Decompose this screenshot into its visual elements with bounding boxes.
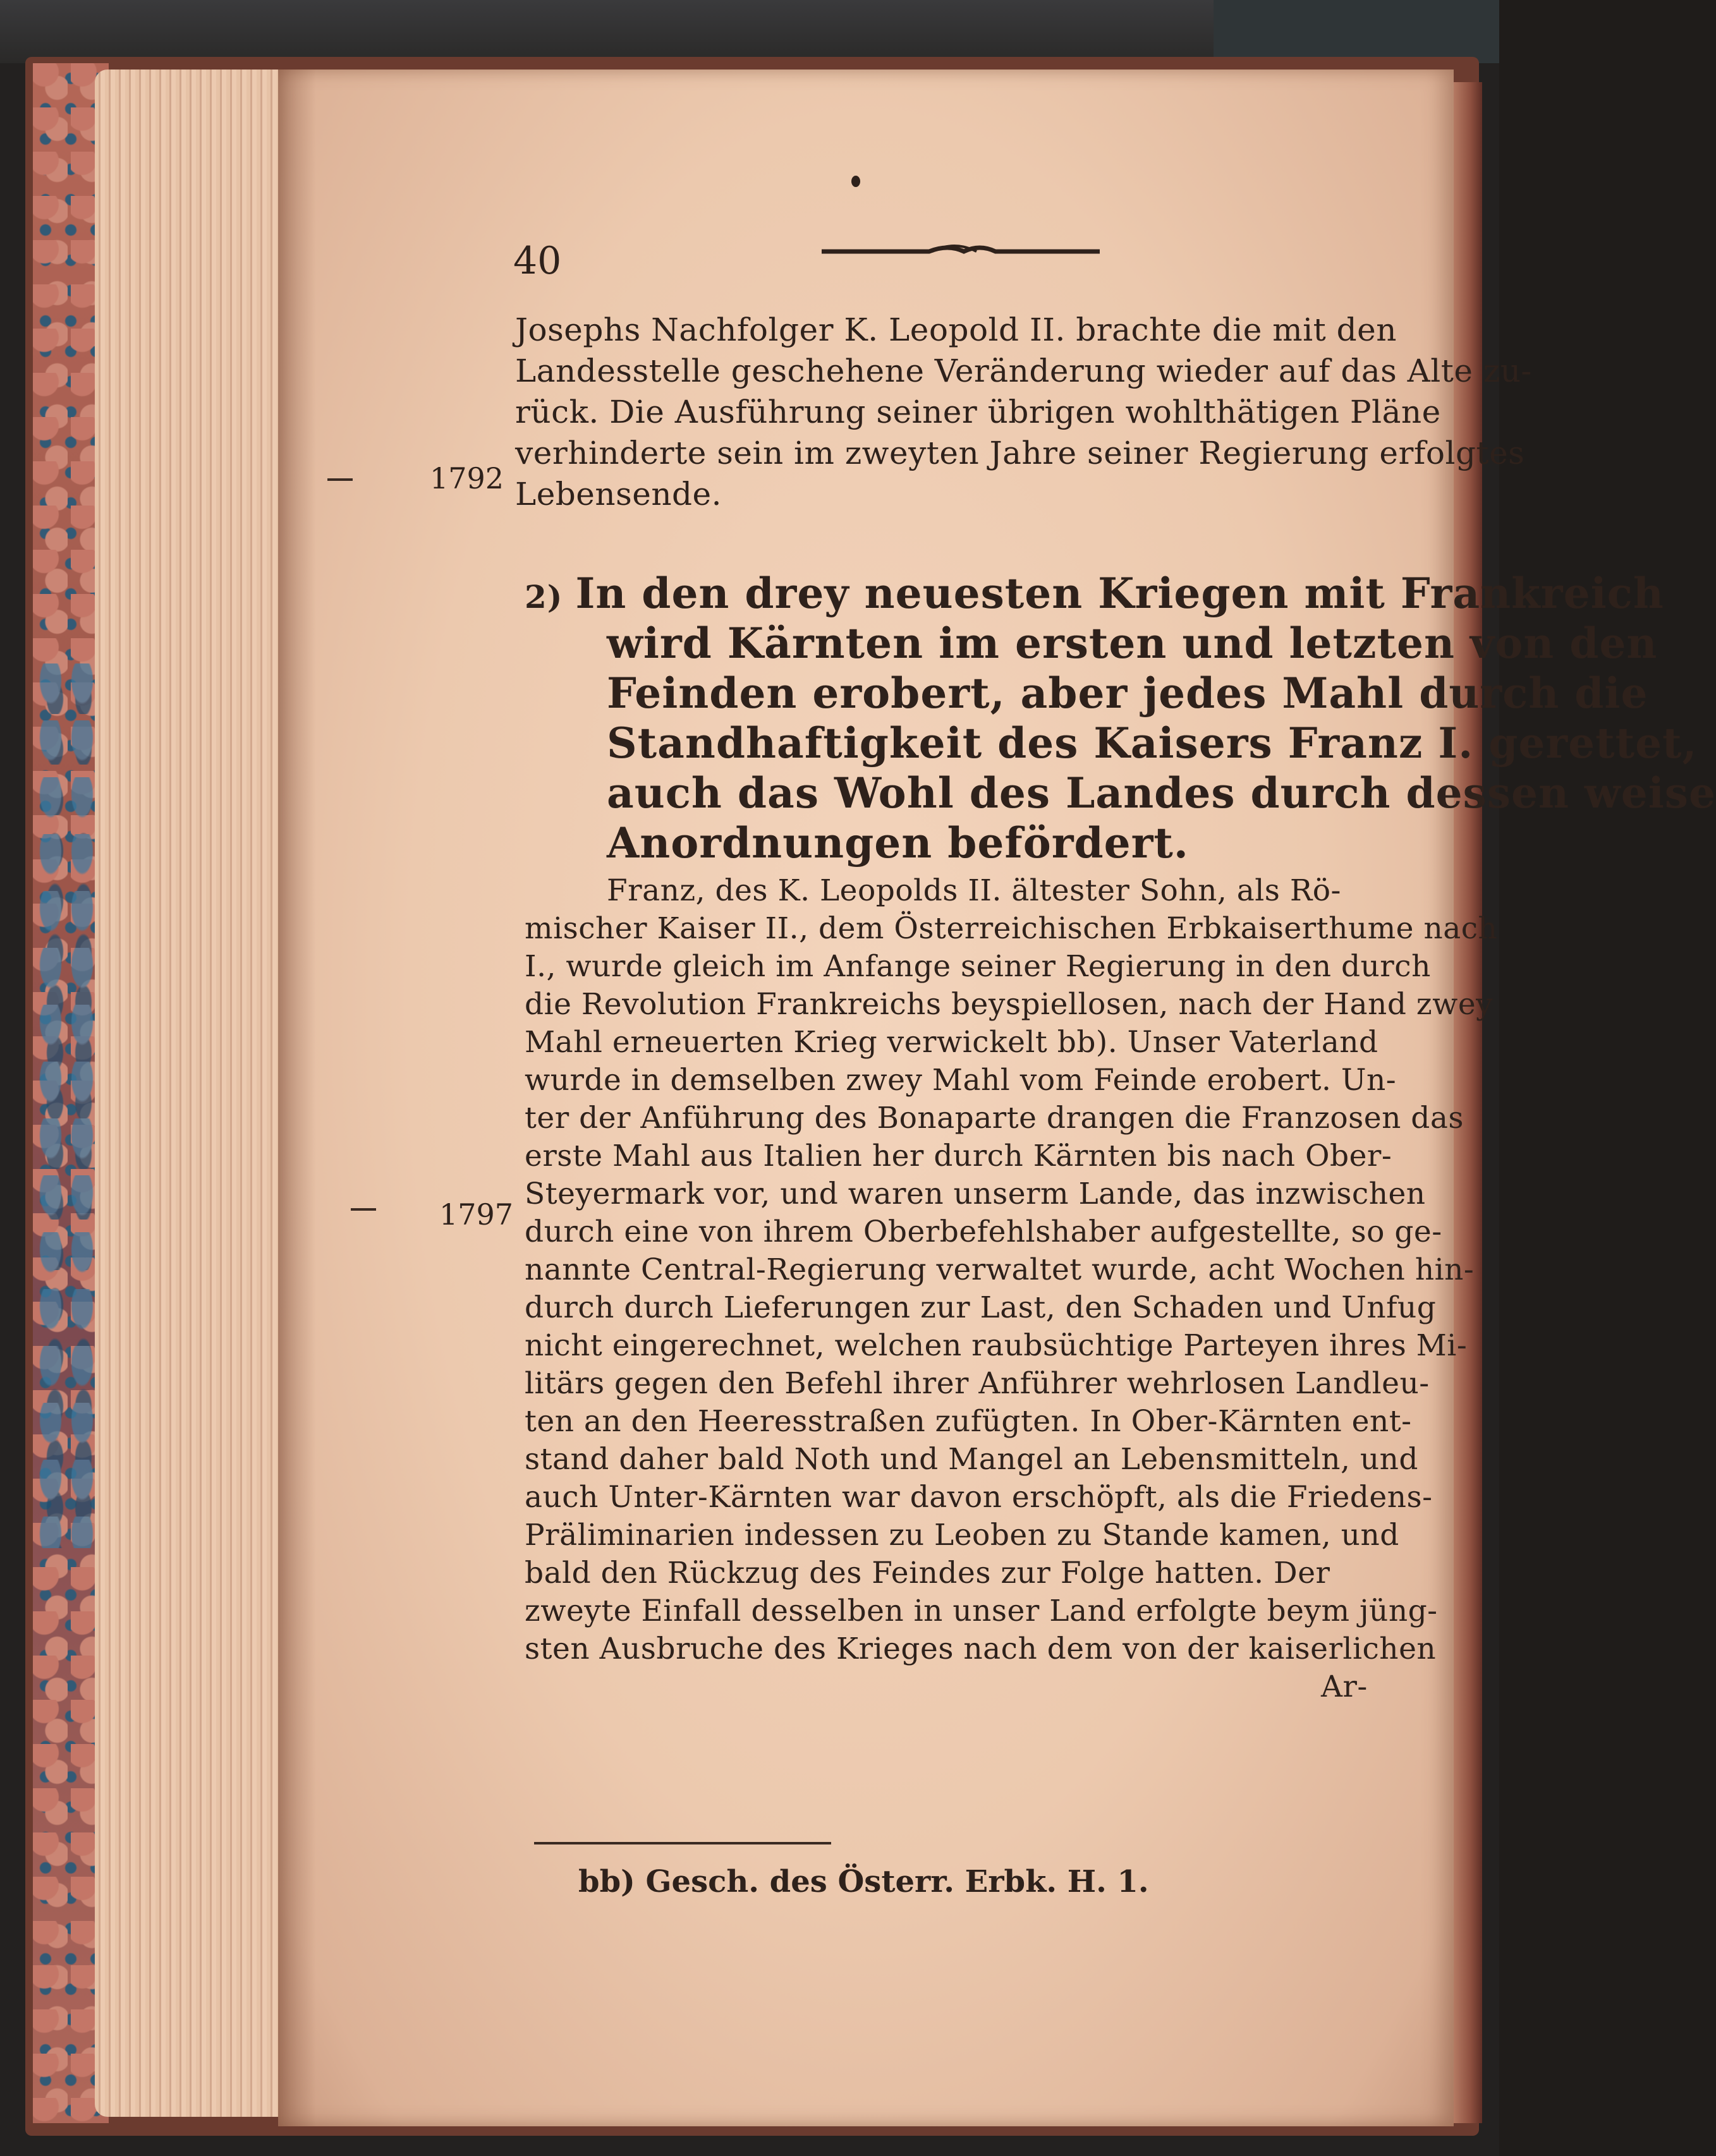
heading-line: Standhaftigkeit des Kaisers Franz I. gerettet,	[607, 718, 1698, 768]
footnote-rule	[534, 1842, 831, 1844]
paragraph-1	[515, 310, 1532, 515]
catchword: Ar-	[1321, 1669, 1368, 1704]
text-line: rück. Die Ausführung seiner übrigen wohlthätigen Pläne	[515, 394, 1441, 430]
text-line: nannte Central-Regierung verwaltet wurde, acht Wochen hin-	[525, 1252, 1475, 1287]
text-line: Landesstelle geschehene Veränderung wieder auf das Alte zu-	[515, 353, 1532, 389]
text-line: nicht eingerechnet, welchen raubsüchtige Parteyen ihres Mi-	[525, 1328, 1468, 1363]
text-line: Franz, des K. Leopolds II. ältester Sohn, als Rö-	[607, 873, 1341, 908]
ornament-rule	[822, 240, 1100, 259]
text-line: Lebensende.	[515, 476, 722, 512]
text-line: die Revolution Frankreichs beyspiellosen, nach der Hand zwey	[525, 987, 1494, 1022]
text-line: durch eine von ihrem Oberbefehlshaber aufgestellte, so ge-	[525, 1214, 1442, 1249]
section-heading	[525, 569, 1716, 868]
text-line: erste Mahl aus Italien her durch Kärnten bis nach Ober-	[525, 1139, 1392, 1173]
heading-number: 2)	[525, 578, 563, 615]
text-line: sten Ausbruche des Krieges nach dem von der kaiserlichen	[525, 1632, 1437, 1666]
ink-mark	[851, 176, 860, 187]
text-line: verhinderte sein im zweyten Jahre seiner Regierung erfolgtes	[515, 435, 1525, 471]
paragraph-2	[525, 872, 1497, 1706]
text-line: zweyte Einfall desselben in unser Land erfolgte beym jüng-	[525, 1594, 1438, 1628]
heading-line: 2) In den drey neuesten Kriegen mit Frankreich	[525, 569, 1664, 618]
text-line: litärs gegen den Befehl ihrer Anführer wehrlosen Landleu-	[525, 1366, 1430, 1401]
text-line: Josephs Nachfolger K. Leopold II. brachte die mit den	[515, 312, 1397, 348]
margin-year: 1792	[430, 461, 504, 495]
heading-line: Anordnungen befördert.	[607, 818, 1189, 868]
margin-dash	[327, 478, 353, 481]
text-line: Mahl erneuerten Krieg verwickelt bb). Unser Vaterland	[525, 1025, 1378, 1060]
background-strip-right	[1214, 0, 1499, 63]
spine-shadow	[278, 70, 316, 2126]
text-line: I., wurde gleich im Anfange seiner Regierung in den durch	[525, 949, 1431, 984]
footnote: bb) Gesch. des Österr. Erbk. H. 1.	[578, 1864, 1149, 1899]
heading-line: wird Kärnten im ersten und letzten von den	[607, 619, 1658, 668]
page-number: 40	[513, 239, 562, 283]
text-line: bald den Rückzug des Feindes zur Folge hatten. Der	[525, 1556, 1330, 1590]
text-line: Steyermark vor, und waren unserm Lande, das inzwischen	[525, 1177, 1426, 1211]
text-line: ter der Anführung des Bonaparte drangen die Franzosen das	[525, 1101, 1464, 1136]
text-line: durch durch Lieferungen zur Last, den Schaden und Unfug	[525, 1290, 1437, 1325]
text-line: mischer Kaiser II., dem Österreichischen Erbkaiserthume nach	[525, 911, 1498, 946]
text-line: Präliminarien indessen zu Leoben zu Stande kamen, und	[525, 1518, 1399, 1553]
heading-line: Feinden erobert, aber jedes Mahl durch die	[607, 669, 1648, 718]
page-stack	[95, 70, 284, 2117]
text-line: wurde in demselben zwey Mahl vom Feinde erobert. Un-	[525, 1063, 1397, 1098]
margin-year: 1797	[439, 1197, 514, 1232]
heading-line: auch das Wohl des Landes durch dessen weise	[607, 768, 1716, 818]
margin-dash	[351, 1208, 376, 1211]
text-line: ten an den Heeresstraßen zufügten. In Ober-Kärnten ent-	[525, 1404, 1412, 1439]
text-line: stand daher bald Noth und Mangel an Lebensmitteln, und	[525, 1442, 1419, 1477]
text-line: auch Unter-Kärnten war davon erschöpft, als die Friedens-	[525, 1480, 1433, 1515]
marbled-edge-blue	[38, 663, 101, 1548]
